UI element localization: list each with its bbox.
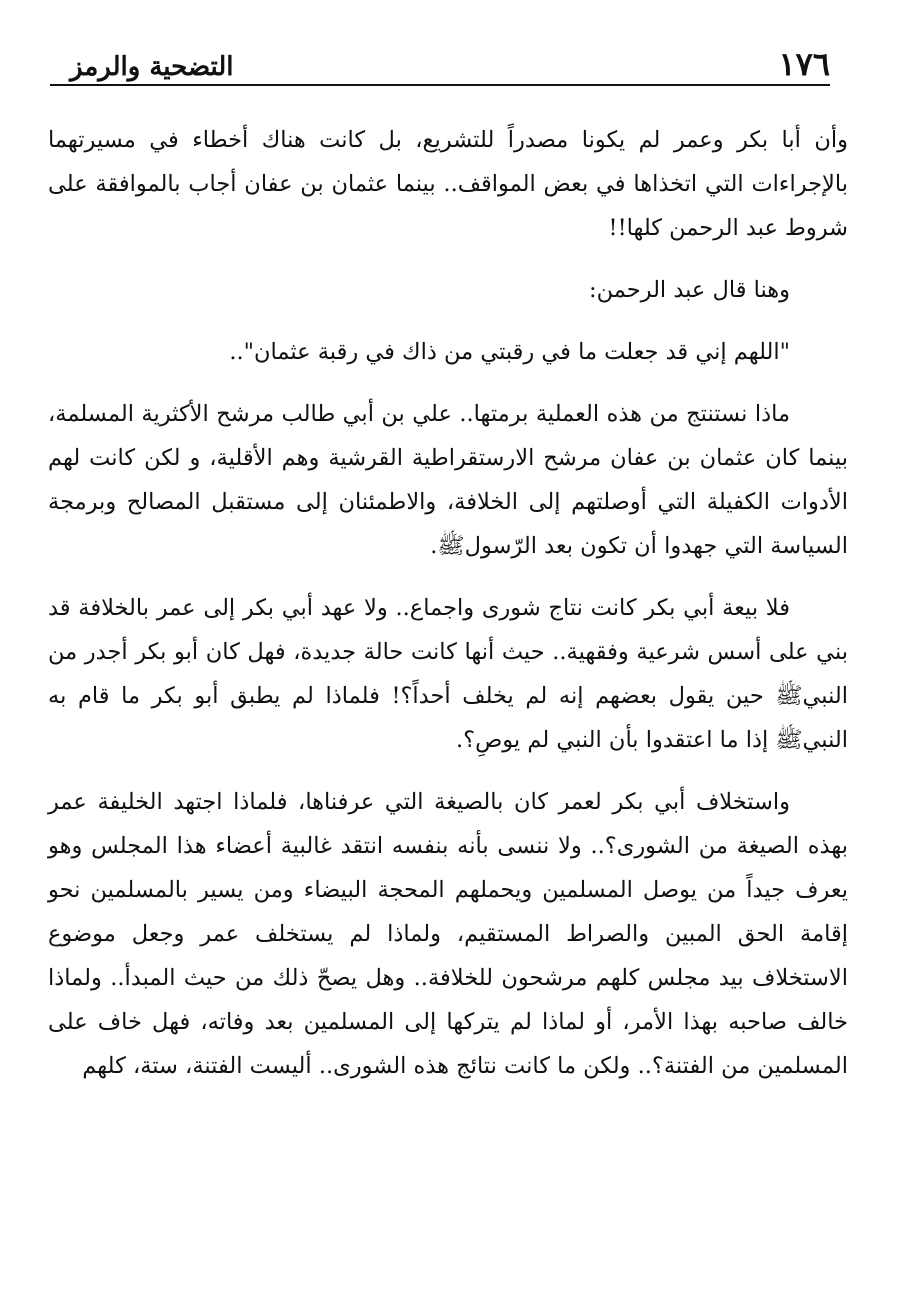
page-header: [50, 30, 830, 86]
paragraph-4: فلا بيعة أبي بكر كانت نتاج شورى واجماع.. ولا عهد أبي بكر إلى عمر بالخلافة قد بني على أسس شرعية وفقهية.. حيث أنها كانت حالة جديدة، فهل كان أبو بكر أجدر من النبيﷺ حين يقول بعضهم إنه لم يخلف أحداً؟! فلماذا لم يطبق أبو بكر ما قام به النبيﷺ إذا ما اعتقدوا بأن النبي لم يوصِ؟.: [48, 595, 848, 753]
paragraph-1: وأن أبا بكر وعمر لم يكونا مصدراً للتشريع، بل كانت هناك أخطاء في مسيرتهما بالإجراءات التي اتخذاها في بعض المواقف.. بينما عثمان بن عفان أجاب بالموافقة على شروط عبد الرحمن كلها!!: [48, 127, 848, 241]
running-title: التضحية والرمز: [70, 52, 234, 82]
page-number: ١٧٦: [778, 45, 830, 83]
paragraph-3: ماذا نستنتج من هذه العملية برمتها.. علي بن أبي طالب مرشح الأكثرية المسلمة، بينما كان عثمان بن عفان مرشح الارستقراطية القرشية وهم الأقلية، و لكن كانت لهم الأدوات الكفيلة التي أوصلتهم إلى الخلافة، والاطمئنان إلى مستقبل المصالح وبرمجة السياسة التي جهدوا أن تكون بعد الرّسولﷺ.: [48, 401, 848, 559]
paragraph-5: واستخلاف أبي بكر لعمر كان بالصيغة التي عرفناها، فلماذا اجتهد الخليفة عمر بهذه الصيغة من الشورى؟.. ولا ننسى بأنه بنفسه انتقد غالبية أعضاء هذا المجلس وهو يعرف جيداً من يوصل المسلمين ويحملهم المحجة البيضاء ومن يسير بالمسلمين نحو إقامة الحق المبين والصراط المستقيم، ولماذا لم يستخلف عمر وجعل موضوع الاستخلاف بيد مجلس كلهم مرشحون للخلافة.. وهل يصحّ ذلك من حيث المبدأ.. ولماذا خالف صاحبه بهذا الأمر، أو لماذا لم يتركها إلى المسلمين بعد وفاته، فهل خاف على المسلمين من الفتنة؟.. ولكن ما كانت نتائج هذه الشورى.. أليست الفتنة، ستة، كلهم: [48, 789, 848, 1079]
paragraph-2: وهنا قال عبد الرحمن:: [589, 277, 790, 303]
body-text: [48, 118, 848, 1106]
quotation: "اللهم إني قد جعلت ما في رقبتي من ذاك في رقبة عثمان"..: [229, 339, 790, 365]
